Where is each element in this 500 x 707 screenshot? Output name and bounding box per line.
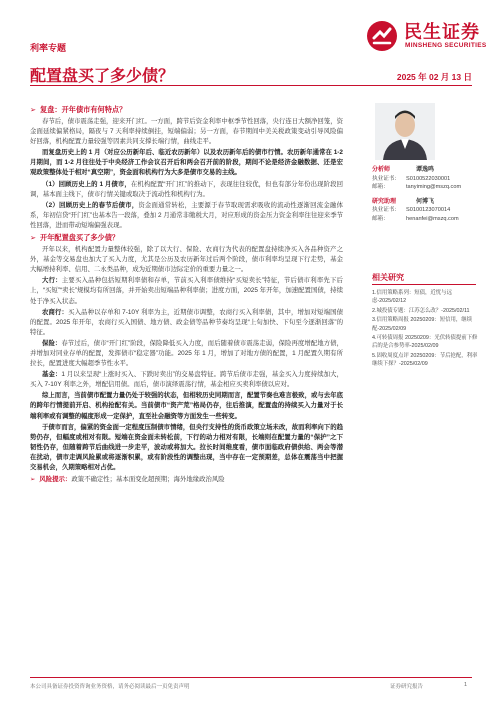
footer-divider — [30, 677, 472, 678]
analyst-photo — [375, 103, 435, 160]
related-research-list — [372, 289, 478, 370]
footer-report-label: 证券研究报告 — [390, 684, 424, 690]
paragraph: 综上而言，当前债市配置力量仍处于较强的状态，但相较历史同期而言，配置节奏也难言极致，或与去年底的跨年行情提前开启、机构抢配有关。当前债市“资产荒”格局仍存，往后推演，配置盘的持续买入力量对于长端利率或有调整的幅度形成一定保护，直至社会融资等方面发生一些转变。 — [30, 392, 343, 420]
arrow-icon: ➢ — [30, 233, 37, 243]
paragraph: （1）回顾历史上的 1 月债市，在机构配置“开门红”的推动下，表现往往较优，但也有部分年份出现阶段回调，基本面主线下，债市行情关键或取决于流动性和机构行为。 — [30, 180, 343, 198]
report-date: 2025 年 02 月 13 日 — [396, 72, 472, 82]
page-title: 配置盘买了多少债？ — [30, 68, 175, 85]
paragraph: 而复盘历史上的 1 月（对应公历新年后、临近农历新年）以及农历新年后的债市行情。农历新年通常在 1-2 月期间，而 1-2 月往往处于中央经济工作会议召开后和两会召开前的阶段，期间不论是经济金融数据、还是宏观政策整体处于相对“真空期”，资金面和机构行为大多是债市交易的主线。 — [30, 149, 343, 177]
related-item[interactable]: 2.城投债专题：江苏怎么改？-2025/02/11 — [372, 307, 470, 314]
paragraph: 开年以来，机构配置力量整体较强，除了以大行、保险、农商行为代表的配置盘持续净买入各品种资产之外，基金等交易盘也加大了买入力度，尤其是公历及农历新年过后两个阶段，债市利率均呈现下行走势，基金大幅增持利率、信用、二永类品种，成为近期债市边际定价的重要力量之一。 — [30, 246, 343, 274]
paragraph: 大行：主要买入品种包括短期利率债和存单，节前买入利率债维持“买短卖长”特征，节后债市利率先下后上，“买短”“卖长”规模均有所回落，并开始卖出短端品种利率债；进度方面，2025 年开年，加速配置国债，持续处于净买入状态。 — [30, 277, 344, 305]
arrow-icon: ➢ — [30, 476, 36, 484]
analyst-row: 分析师 谭逸鸣 — [372, 167, 435, 173]
paragraph: 于债市而言，偏紧的资金面一定程度压制债市情绪，但央行支持性的货币政策立场未改，故而利率向下的趋势仍存，但幅度或相对有限。短端在资金面未转松前，下行的动力相对有限，长端则在配置力量的“保护”之下韧性仍存，但随着跨节后曲线进一步走平，波动或将加大。拉长时间维度看，债市面临政府债供给、两会等潜在扰动，债市走调风险累或将逐渐积累，或有阶段性的调整出现，当中存在一定预期差，总体在震荡当中把握交易机会，久期策略相对占优。 — [30, 423, 343, 471]
section-heading: ➢ 复盘：开年债市有何特点？ — [30, 105, 127, 114]
related-divider — [372, 284, 476, 285]
paragraph: 春节后，债市震荡走强，迎来开门红。一方面，跨节后资金利率中枢季节性回落，央行连日大额净回笼，资金面延续偏紧格局，隔夜与 7 天利率持续倒挂，短端偏弱；另一方面，春节期间中美关税政策变动引导风险偏好回落，机构配置力量较强等因素共同支撑长端行情，曲线走平。 — [30, 118, 343, 146]
arrow-icon: ➢ — [30, 105, 37, 114]
related-item[interactable]: 4.可转债周报 20250209：光伏转债提前下修后的是合参势率-2025/02/09 — [372, 335, 478, 350]
paragraph: 保险：春节过后，债市“开门红”阶段，保险降低买入力度，而后随着债市震荡走弱，保险再度增配地方债，并增加对同业存单的配置，发挥债市“稳定器”功能。2025 年 1 月，增加了对地方债的配置，1 月配置久期有所拉长，配置进度大幅超季节性水平。 — [30, 339, 343, 368]
risk-warning: ➢ 风险提示：政策不确定性；基本面变化超预期；海外地缘政治风险 — [30, 476, 225, 484]
related-item[interactable]: 5.固收周度点评 20250209：节后抢配，利率继续下探？-2025/02/09 — [372, 352, 478, 368]
analyst-email[interactable]: 邮箱： tanyiming@mszq.com — [372, 184, 462, 191]
report-type: 利率专题 — [30, 43, 67, 53]
logo-text: 民生证券 — [404, 22, 480, 42]
page-number: 1 — [464, 682, 468, 688]
related-item[interactable]: 1.信用策略系列：短债，近忧与远虑-2025/02/12 — [372, 290, 452, 305]
analyst-cert: 执业证书： S0100123070014 — [372, 207, 451, 214]
logo-subtext: MINSHENG SECURITIES — [405, 42, 487, 49]
analyst-row: 研究助理 何博飞 — [372, 198, 435, 205]
logo-icon — [366, 20, 398, 52]
paragraph: （2）回顾历史上的春节后债市，资金面通常转松，主要源于春节取现需求吸收的流动性逐渐回流金融体系，年初信贷“开门红”也基本告一段落，叠加 2 月通常非缴税大月，对应形成的资金压力资金利率往往迎来季节性回落，进而带动短端偏强表现。 — [30, 201, 343, 229]
main-content — [30, 104, 343, 485]
related-research-title: 相关研究 — [372, 273, 404, 282]
footer-disclaimer: 本公司具备证券投资咨询业务资格，请务必阅读最后一页免责声明 — [30, 684, 190, 690]
paragraph: 农商行：买入品种以存单和 7-10Y 利率为主，近期债市调整，农商行买入利率债，其中，增加对短端国债的配置。2025 年开年，农商行买入国债、地方债、政金债等品种节奏均呈现“上旬加快、下旬至今逐渐回落”的特征。 — [30, 308, 343, 336]
analyst-email[interactable]: 邮箱： henanfei@mszq.com — [372, 215, 459, 222]
section-heading: ➢ 开年配置盘买了多少债？ — [30, 233, 120, 243]
analyst-panel — [372, 166, 476, 224]
analyst-cert: 执业证书： S0100522030001 — [372, 175, 451, 182]
header-divider — [30, 85, 472, 86]
related-item[interactable]: 3.信用策略周报 20250209：短信用，继续配-2025/02/09 — [372, 317, 473, 332]
paragraph: 基金：1 月以来呈现“上涨时买入、下跌时卖出”的交易盘特征。跨节后债市走强，基金买入力度持续加大，买入 7-10Y 利率之外，增配信用债。而后，债市演绎震荡行情，基金相应买卖利率债以应对。 — [30, 371, 343, 389]
